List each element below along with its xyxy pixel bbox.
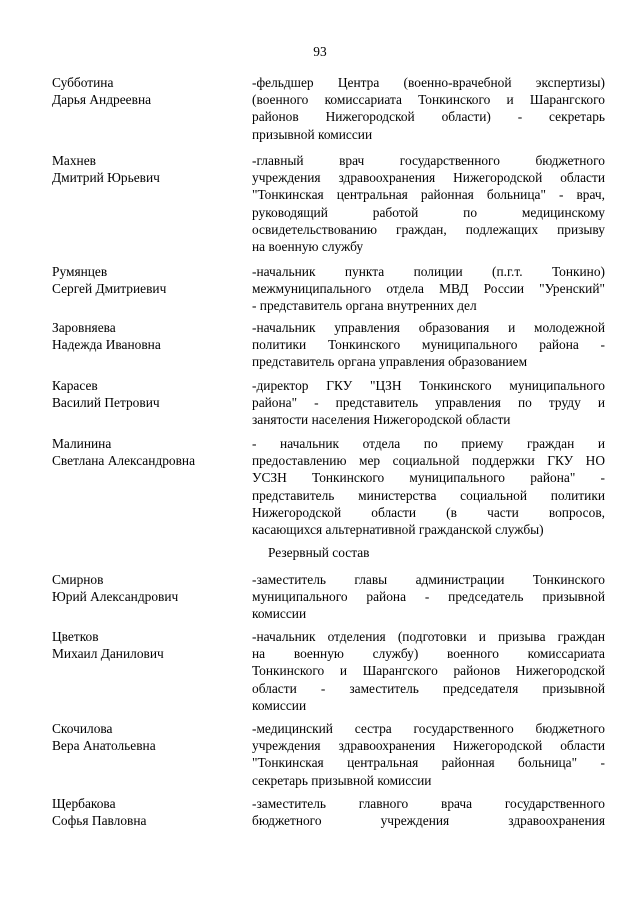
member-role: -директор ГКУ "ЦЗН Тонкинского муниципального района" - представитель управления по труду и занятости населения Нижегородской области	[252, 378, 605, 428]
member-name: Румянцев Сергей Дмитриевич	[52, 264, 167, 297]
member-role: -заместитель главы администрации Тонкинского муниципального района - председатель призывной комиссии	[252, 572, 605, 622]
reserve-heading: Резервный состав	[268, 545, 370, 560]
member-name: Щербакова Софья Павловна	[52, 796, 147, 829]
member-role: -заместитель главного врача государственного бюджетного учреждения здравоохранения	[252, 796, 605, 829]
member-name: Махнев Дмитрий Юрьевич	[52, 153, 160, 186]
member-role: -начальник пункта полиции (п.г.т. Тонкино) межмуниципального отдела МВД России "Уренский" - представитель органа внутренних дел	[252, 264, 605, 314]
member-role: - начальник отдела по приему граждан и предоставлению мер социальной поддержки ГКУ НО УСЗН Тонкинского муниципального района" - представитель министерства социальной политики Нижегородской области (в части вопросов, касающихся альтернативной гражданской службы)	[252, 436, 605, 537]
member-name: Малинина Светлана Александровна	[52, 436, 196, 469]
member-name: Заровняева Надежда Ивановна	[52, 320, 161, 353]
member-name: Карасев Василий Петрович	[52, 378, 160, 411]
member-name: Субботина Дарья Андреевна	[52, 75, 152, 108]
member-name: Смирнов Юрий Александрович	[52, 572, 179, 605]
member-role: -медицинский сестра государственного бюджетного учреждения здравоохранения Нижегородской области "Тонкинская центральная районная больница" - секретарь призывной комиссии	[252, 721, 605, 788]
member-role: -главный врач государственного бюджетного учреждения здравоохранения Нижегородской области "Тонкинская центральная районная больница" - врач, руководящий работой по медицинскому освидетельствованию граждан, подлежащих призыву на военную службу	[252, 153, 605, 254]
member-role: -фельдшер Центра (военно-врачебной экспертизы) (военного комиссариата Тонкинского и Шарангского районов Нижегородской области) - секретарь призывной комиссии	[252, 75, 605, 142]
page-number: 93	[313, 44, 327, 59]
member-role: -начальник отделения (подготовки и призыва граждан на военную службу) военного комиссариата Тонкинского и Шарангского районов Нижегородской области - заместитель председателя призывной комиссии	[252, 629, 605, 713]
member-name: Скочилова Вера Анатольевна	[52, 721, 156, 754]
member-name: Цветков Михаил Данилович	[52, 629, 164, 662]
member-role: -начальник управления образования и молодежной политики Тонкинского муниципального района - представитель органа управления образованием	[252, 320, 605, 370]
